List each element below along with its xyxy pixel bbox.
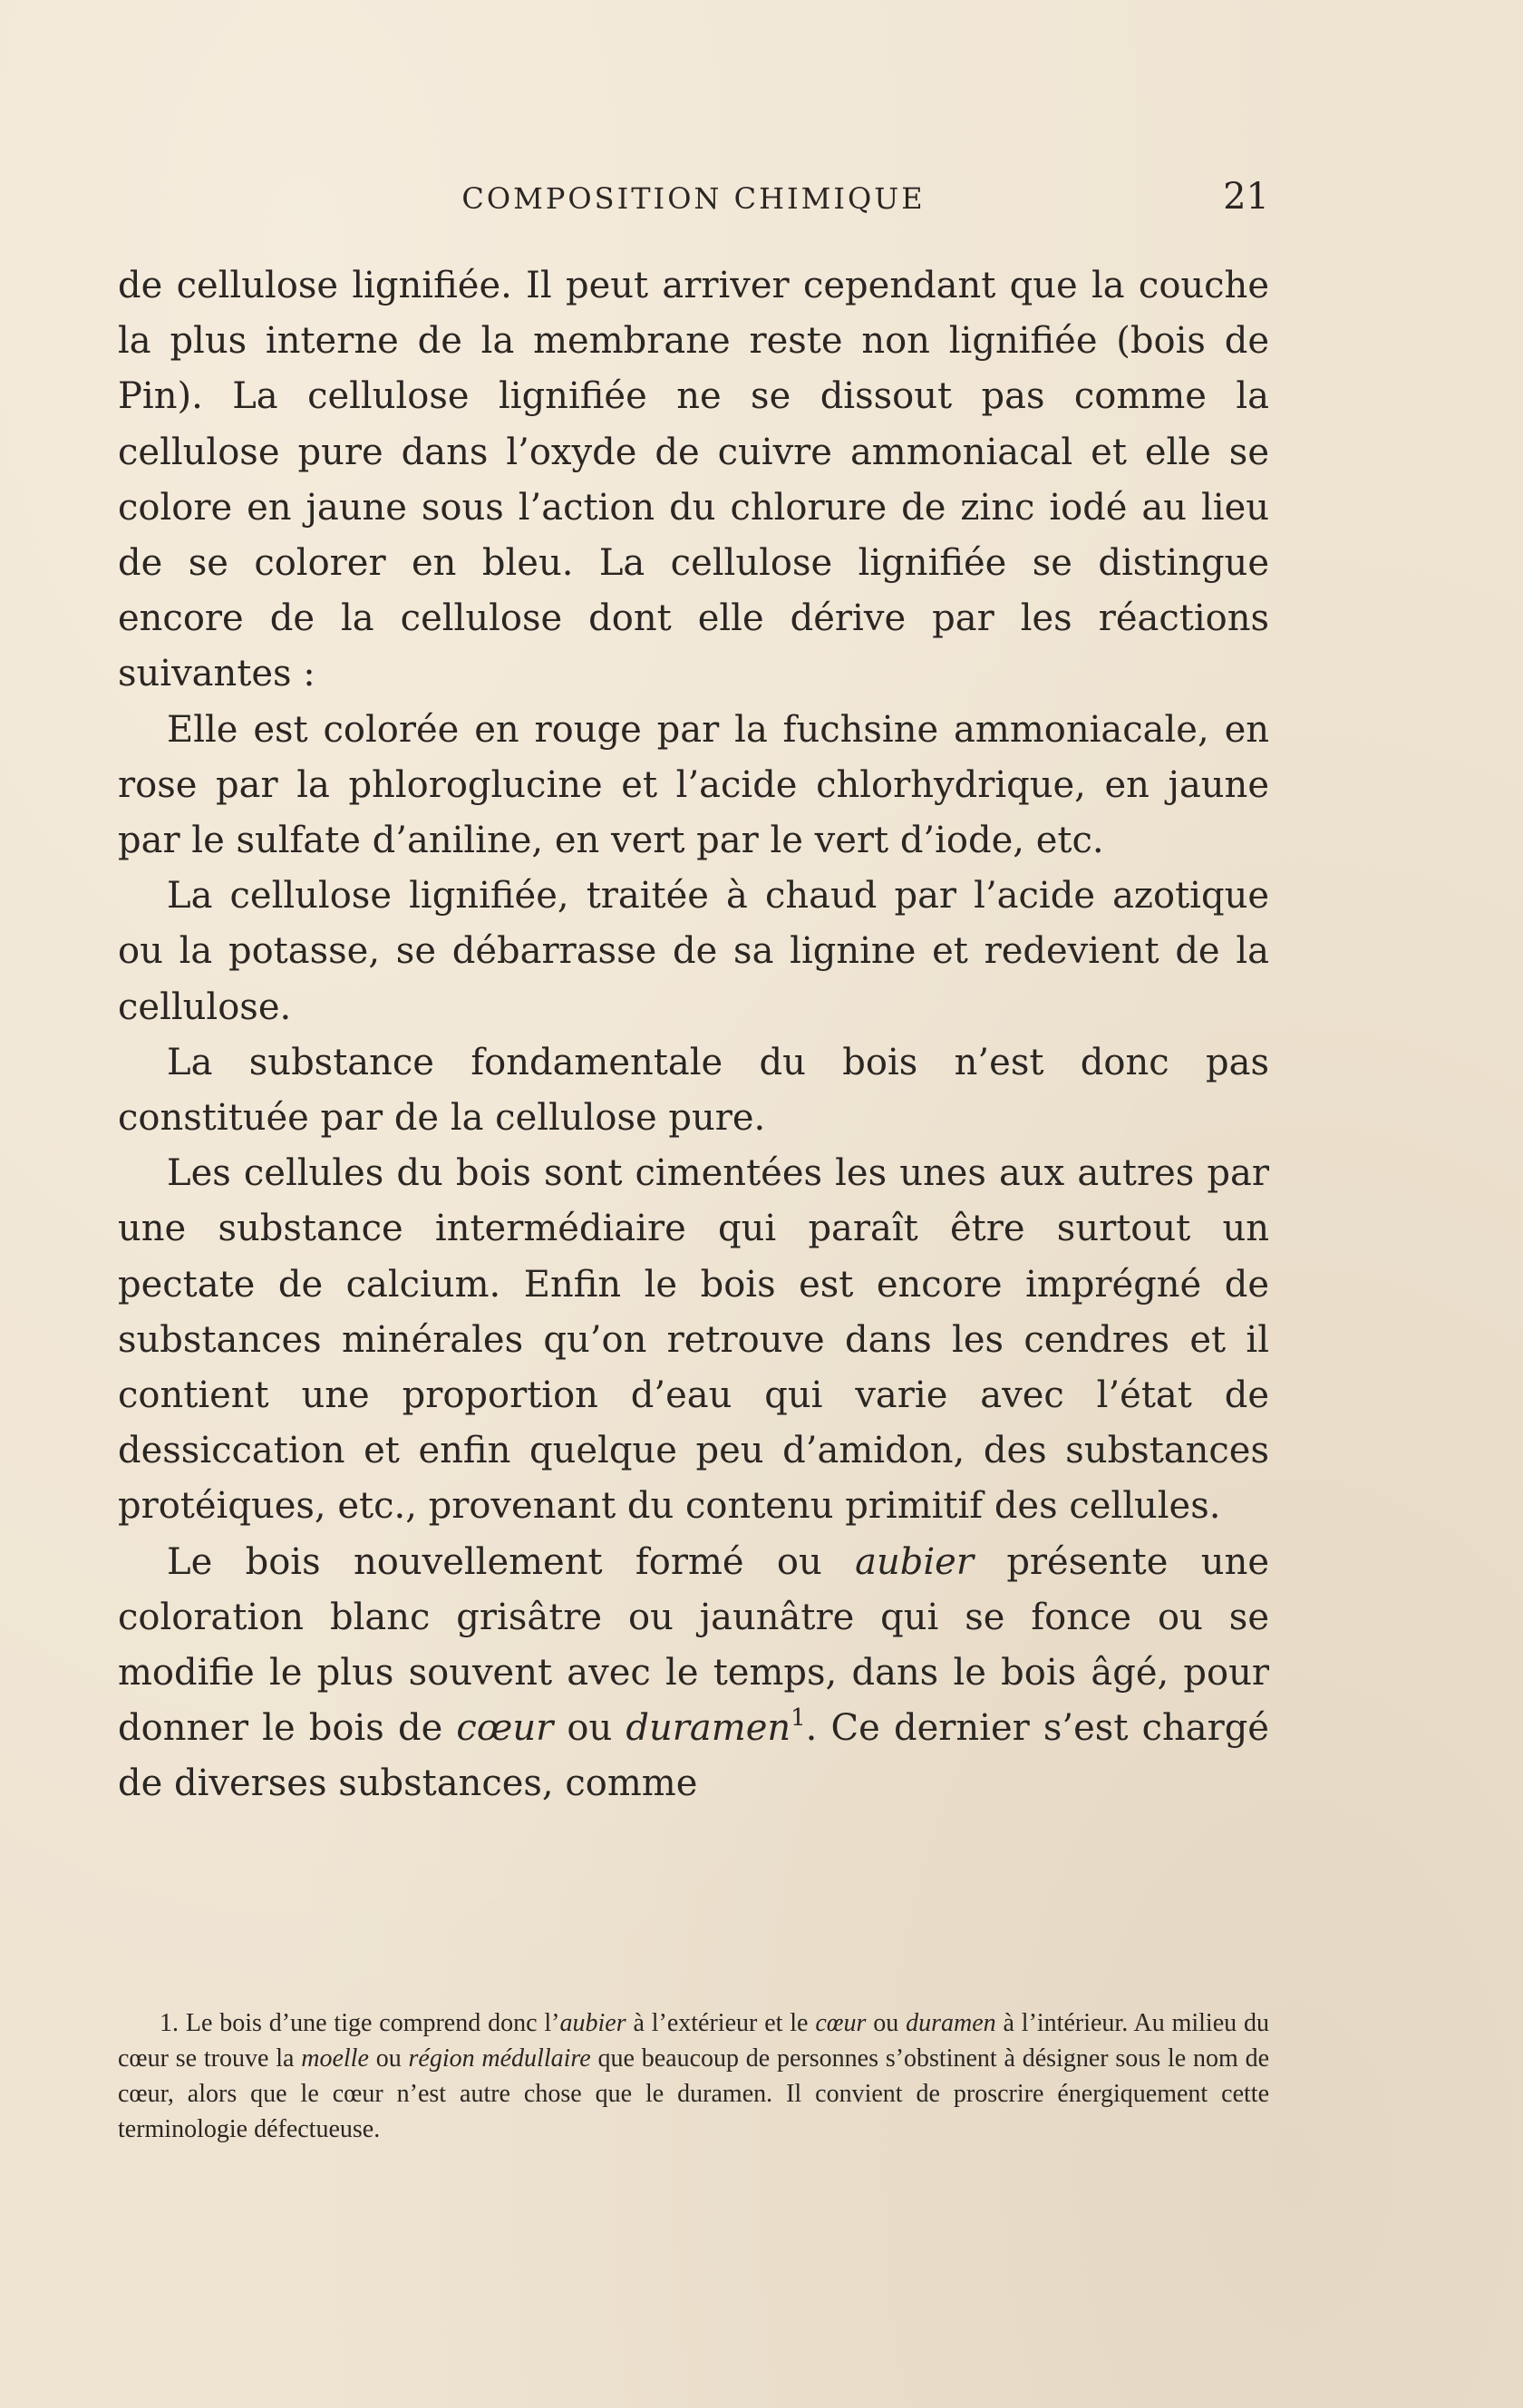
paragraph-6-text-1: Le bois nouvellement formé ou (167, 1540, 856, 1583)
paragraph-6-text-4: . Ce dernier s’est chargé de diverses substances, comme (118, 1707, 1269, 1805)
paragraph-6-text-2: présente une coloration blanc grisâtre ou jaunâtre qui se fonce ou se modifie le plus souvent avec le temps, dans le bois âgé, pour donner le bois de (118, 1540, 1270, 1750)
footnotes (118, 2005, 1269, 2147)
term-coeur: cœur (456, 1707, 554, 1750)
paragraph-5: Les cellules du bois sont cimentées les unes aux autres par une substance intermédiaire qui paraît être surtout un pectate de calcium. Enfin le bois est encore imprégné de substances minérales qu’on retrouve dans les cendres et il contient une proportion d’eau qui varie avec l’état de dessiccation et enfin quelque peu d’amidon, des substances protéiques, etc., provenant du contenu primitif des cellules. (118, 1152, 1269, 1528)
paragraph-4: La substance fondamentale du bois n’est donc pas constituée par de la cellulose pure. (118, 1041, 1269, 1140)
footnote-reference: 1 (791, 1704, 806, 1733)
footnote-number: 1. (160, 2009, 179, 2037)
page-number: 21 (1223, 176, 1269, 218)
footnote-term-moelle: moelle (301, 2044, 369, 2073)
page-header (118, 174, 1269, 225)
footnote-text-3: ou (866, 2009, 907, 2037)
term-duramen: duramen (626, 1707, 791, 1750)
body-text (118, 258, 1269, 1812)
footnote-term-duramen: duramen (906, 2009, 996, 2037)
footnote-text-1: Le bois d’une tige comprend donc l’ (179, 2009, 560, 2037)
running-title: COMPOSITION CHIMIQUE (461, 181, 926, 216)
paragraph-1: de cellulose lignifiée. Il peut arriver cependant que la couche la plus interne de la membrane reste non lignifiée (bois de Pin). La cellulose lignifiée ne se dissout pas comme la cellulose pure dans l’oxyde de cuivre ammoniacal et elle se colore en jaune sous l’action du chlorure de zinc iodé au lieu de se colorer en bleu. La cellulose lignifiée se distingue encore de la cellulose dont elle dérive par les réactions suivantes : (118, 265, 1269, 695)
footnote-text-6: que beaucoup de personnes s’obstinent à désigner sous le nom de cœur, alors que le cœur n’est autre chose que le duramen. Il convient de proscrire énergiquement cette terminologie défectueuse. (118, 2044, 1270, 2143)
footnote-text-4: à l’intérieur. Au milieu du cœur se trouve la (118, 2009, 1270, 2073)
paragraph-3: La cellulose lignifiée, traitée à chaud par l’acide azotique ou la potasse, se débarrasse de sa lignine et redevient de la cellulose. (118, 875, 1269, 1028)
footnote-1 (118, 2005, 1269, 2147)
paragraph-6-text-3: ou (553, 1707, 626, 1750)
paragraph-2: Elle est colorée en rouge par la fuchsine ammoniacale, en rose par la phloroglucine et l’acide chlorhydrique, en jaune par le sulfate d’aniline, en vert par le vert d’iode, etc. (118, 708, 1269, 862)
footnote-text-5: ou (368, 2044, 409, 2073)
footnote-text-2: à l’extérieur et le (626, 2009, 816, 2037)
footnote-term-coeur: cœur (815, 2009, 867, 2037)
term-aubier: aubier (855, 1540, 974, 1583)
footnote-term-aubier: aubier (559, 2009, 626, 2037)
paragraph-6 (118, 1535, 1269, 1812)
footnote-term-region-medullaire: région médullaire (408, 2044, 591, 2073)
